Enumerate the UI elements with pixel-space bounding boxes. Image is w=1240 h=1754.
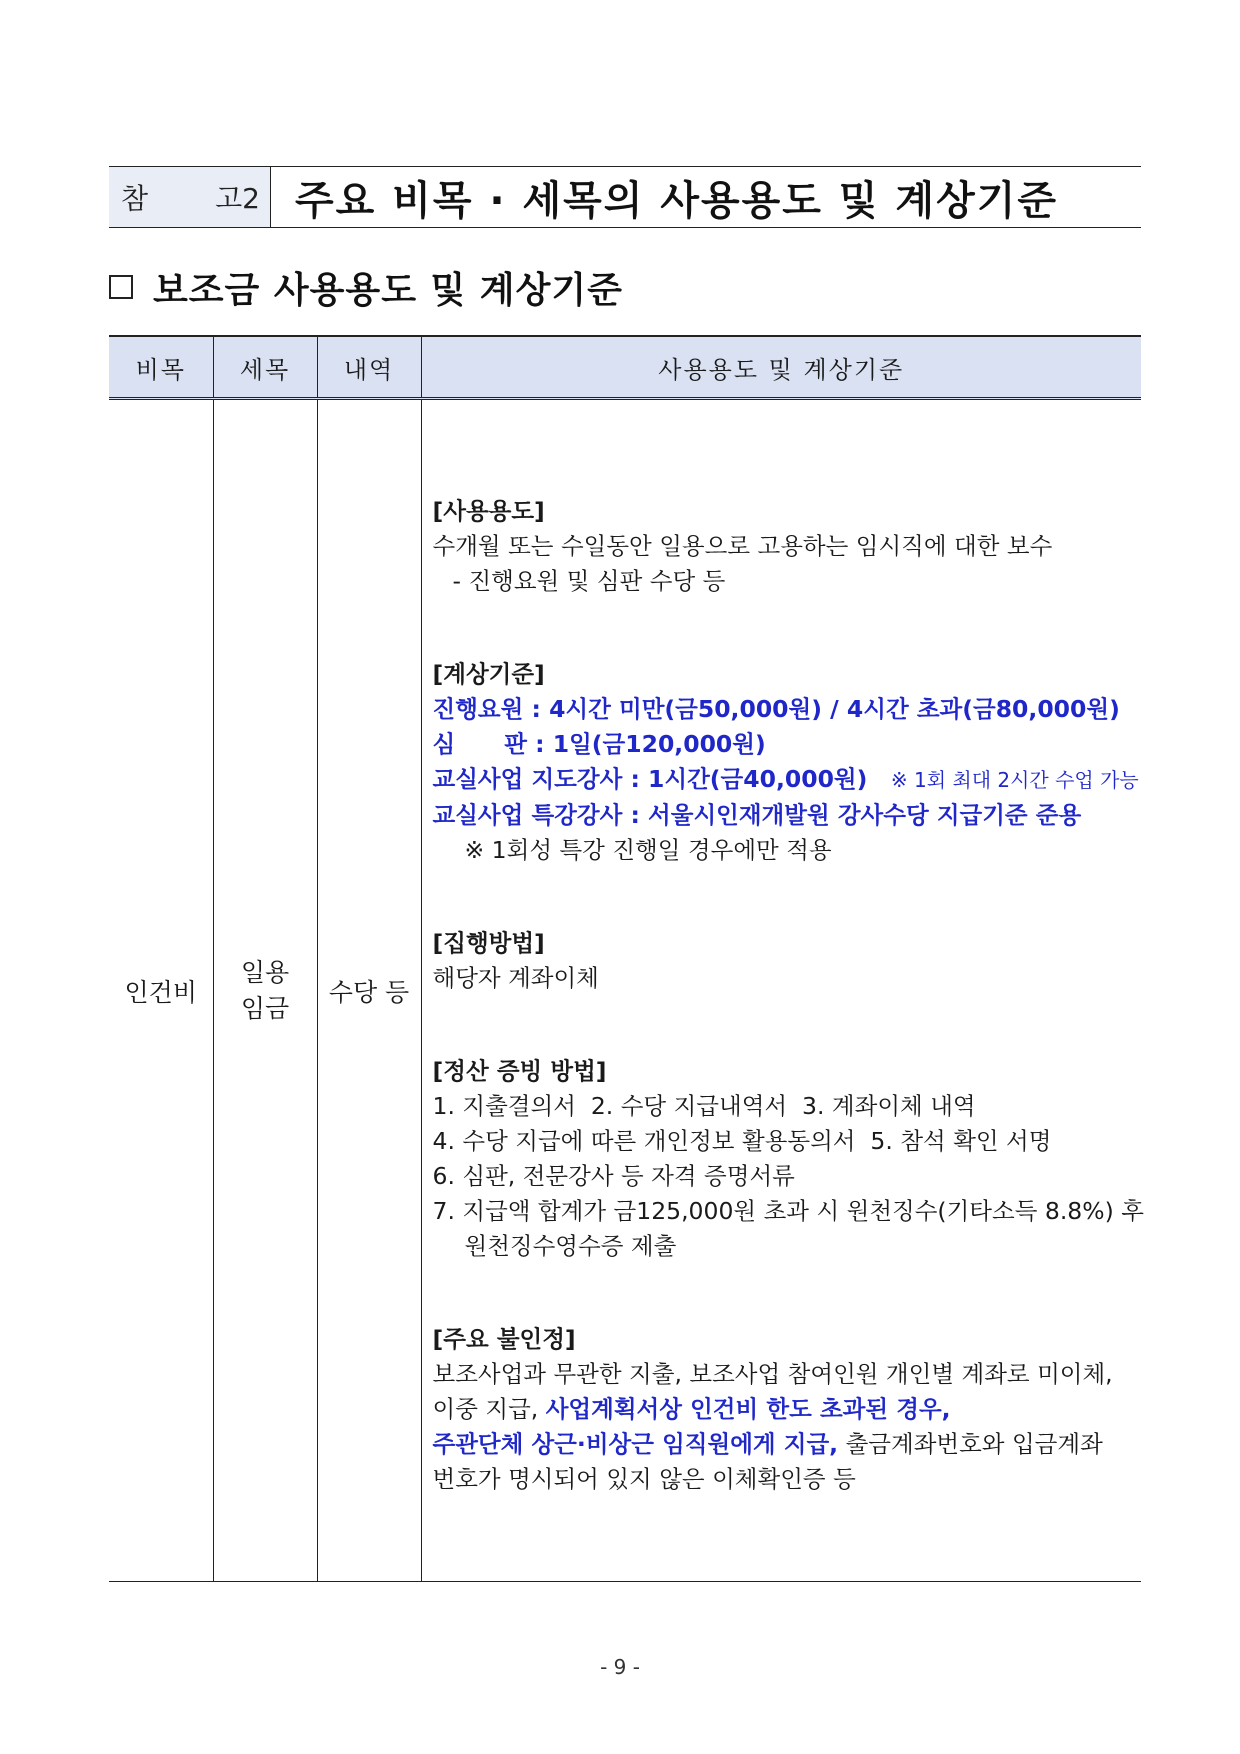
section-heading-text: 보조금 사용용도 및 계상기준: [153, 269, 623, 311]
table-row: [109, 399, 1141, 1582]
disallowed-line3-blue: 주관단체 상근·비상근 임직원에게 지급,: [432, 1430, 839, 1458]
evidence-line3: 6. 심판, 전문강사 등 자격 증명서류: [432, 1162, 795, 1190]
evidence-line5: 원천징수영수증 제출: [464, 1232, 677, 1260]
cell-semok: [213, 399, 317, 1582]
criteria-line3-note: ※ 1회 최대 2시간 수업 가능: [890, 768, 1139, 792]
usage-title: [사용용도]: [432, 497, 545, 525]
cell-criteria: [421, 399, 1144, 1582]
execution-block: [433, 926, 1132, 996]
page-title: 주요 비목 · 세목의 사용용도 및 계상기준: [295, 177, 1058, 224]
budget-criteria-table: [109, 335, 1144, 1582]
usage-line2: - 진행요원 및 심판 수당 등: [452, 567, 726, 595]
usage-line1: 수개월 또는 수일동안 일용으로 고용하는 임시직에 대한 보수: [432, 532, 1053, 560]
column-header-bimok: 비목: [109, 336, 213, 399]
criteria-line4: 교실사업 특강강사 : 서울시인재개발원 강사수당 지급기준 준용: [432, 801, 1082, 829]
criteria-line3-main: 교실사업 지도강사 : 1시간(금40,000원): [432, 765, 868, 793]
criteria-line3: [432, 762, 1139, 798]
disallowed-title: [주요 불인정]: [432, 1325, 576, 1353]
usage-block: [433, 494, 1132, 599]
evidence-title: [정산 증빙 방법]: [432, 1057, 607, 1085]
section-heading: [109, 262, 623, 312]
execution-line1: 해당자 계좌이체: [432, 964, 599, 992]
column-header-semok: 세목: [213, 336, 317, 399]
table-header-row: [109, 336, 1141, 399]
disallowed-line2: [433, 1392, 1132, 1427]
cell-naeyeok: 수당 등: [317, 399, 421, 1582]
criteria-line2: 심 판 : 1일(금120,000원): [432, 730, 766, 758]
disallowed-line4: 번호가 명시되어 있지 않은 이체확인증 등: [432, 1465, 856, 1493]
evidence-line4: 7. 지급액 합계가 금125,000원 초과 시 원천징수(기타소득 8.8%) 후: [432, 1197, 1144, 1225]
execution-title: [집행방법]: [432, 929, 545, 957]
cell-bimok: 인건비: [109, 399, 213, 1582]
criteria-title: [계상기준]: [432, 660, 545, 688]
criteria-block: [432, 657, 1139, 868]
reference-tag-right: 고2: [215, 182, 260, 215]
criteria-line1: 진행요원 : 4시간 미만(금50,000원) / 4시간 초과(금80,000원): [432, 695, 1120, 723]
disallowed-line1: 보조사업과 무관한 지출, 보조사업 참여인원 개인별 계좌로 미이체,: [432, 1360, 1113, 1388]
reference-header: [109, 166, 1141, 228]
evidence-line1: 1. 지출결의서 2. 수당 지급내역서 3. 계좌이체 내역: [432, 1092, 976, 1120]
page-number: - 9 -: [600, 1655, 640, 1679]
disallowed-line3: [433, 1427, 1132, 1462]
column-header-naeyeok: 내역: [317, 336, 421, 399]
reference-tag-left: 참: [121, 182, 149, 215]
reference-tag: [109, 167, 271, 227]
disallowed-block: [433, 1322, 1132, 1497]
cell-semok-line1: 일용: [240, 957, 290, 987]
evidence-block: [432, 1054, 1144, 1264]
checkbox-square-icon: [109, 275, 133, 299]
criteria-line5: ※ 1회성 특강 진행일 경우에만 적용: [464, 836, 832, 864]
disallowed-line3-plain: 출금계좌번호와 입금계좌: [838, 1430, 1103, 1458]
evidence-line2: 4. 수당 지급에 따른 개인정보 활용동의서 5. 참석 확인 서명: [432, 1127, 1052, 1155]
disallowed-line2-plain: 이중 지급,: [432, 1395, 546, 1423]
column-header-criteria: 사용용도 및 계상기준: [421, 336, 1141, 399]
disallowed-line2-blue: 사업계획서상 인건비 한도 초과된 경우,: [545, 1395, 951, 1423]
cell-semok-line2: 임금: [240, 993, 290, 1023]
